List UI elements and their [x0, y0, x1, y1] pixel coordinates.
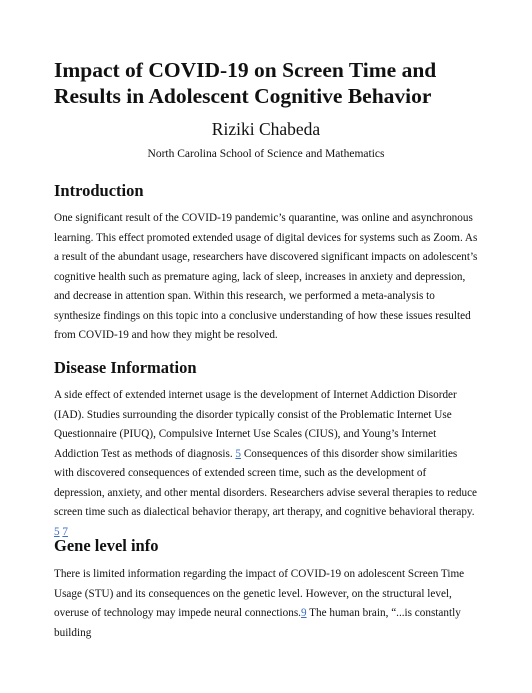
- paper-title: Impact of COVID-19 on Screen Time and Results in Adolescent Cognitive Behavior: [54, 58, 437, 108]
- gene-text-part-2: The human brain, “...is constantly building: [54, 607, 461, 639]
- section-heading-disease-information: Disease Information: [54, 358, 197, 377]
- author-name: Riziki Chabeda: [211, 119, 321, 139]
- introduction-paragraph: One significant result of the COVID-19 pandemic’s quarantine, was online and asynchronous learning. This effect promoted extended usage of digital devices for systems such as Zoom. As a result of the abundant usage, researchers have discovered significant impacts on adolescent’s cognitive health such as premature aging, lack of sleep, increases in anxiety and depression, and decrease in attention span. Within this research, we performed a meta-analysis to synthesize findings on this topic into a conclusive understanding of how these issues resulted from COVID-19 and how they might be resolved.: [54, 212, 478, 341]
- disease-paragraph: [54, 386, 478, 542]
- gene-paragraph: [54, 565, 478, 643]
- citation-link[interactable]: 7: [62, 525, 68, 538]
- author-affiliation: North Carolina School of Science and Mathematics: [147, 148, 385, 160]
- disease-text-part-2: Consequences of this disorder show similarities with discovered consequences of extended screen time, such as the development of depression, anxiety, and other mental disorders. Researchers advise several therapies to reduce screen time such as dialectical behavior therapy, art therapy, and cognitive behavioral therapy.: [54, 447, 477, 518]
- citation-link[interactable]: 9: [300, 607, 307, 619]
- section-heading-gene-level-info: Gene level info: [54, 536, 159, 555]
- disease-text-part-1: A side effect of extended internet usage is the development of Internet Addiction Disorder (IAD). Studies surrounding the disorder typically consist of the Problematic Internet Use Questionnaire (PIUQ), Compulsive Internet Use Scales (CIUS), and Young’s Internet Addiction Test as methods of diagnosis.: [54, 389, 457, 460]
- gene-text-part-1: There is limited information regarding the impact of COVID-19 on adolescent Screen Time Usage (STU) and its consequences on the genetic level. However, on the structural level, overuse of technology may impede neural connections.: [54, 568, 465, 619]
- citation-link[interactable]: 5: [54, 525, 60, 538]
- citation-link[interactable]: 5: [235, 447, 242, 460]
- section-heading-introduction: Introduction: [54, 181, 144, 200]
